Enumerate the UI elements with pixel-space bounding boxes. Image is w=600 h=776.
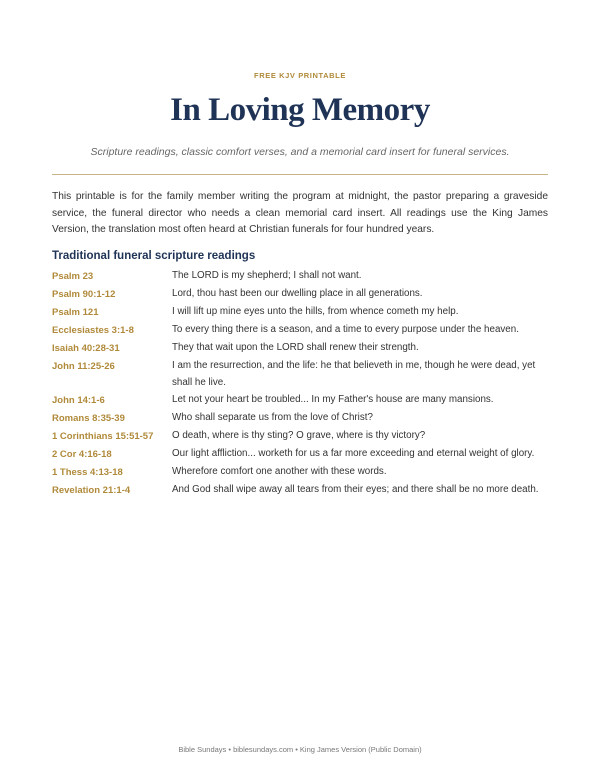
intro-paragraph: This printable is for the family member writing the program at midnight, the pastor preparing a graveside service, the funeral director who needs a clean memorial card insert. All readings use the King James Version, the translation most often heard at Christian funerals for four hundred years. bbox=[52, 191, 548, 235]
reading-text: Wherefore comfort one another with these words. bbox=[172, 466, 387, 477]
reading-reference: Isaiah 40:28-31 bbox=[52, 343, 120, 354]
reading-text: And God shall wipe away all tears from their eyes; and there shall be no more death. bbox=[172, 484, 539, 495]
reading-text: To every thing there is a season, and a time to every purpose under the heaven. bbox=[172, 324, 519, 335]
reading-row bbox=[52, 267, 552, 285]
reading-row bbox=[52, 481, 552, 499]
page-footer: Bible Sundays • biblesundays.com • King James Version (Public Domain) bbox=[178, 745, 422, 754]
reading-text: O death, where is thy sting? O grave, where is thy victory? bbox=[172, 430, 426, 441]
eyebrow-label: FREE KJV PRINTABLE bbox=[254, 71, 346, 80]
reading-row bbox=[52, 391, 552, 409]
reading-row bbox=[52, 339, 552, 357]
reading-text: They that wait upon the LORD shall renew their strength. bbox=[172, 342, 419, 353]
reading-reference: John 11:25-26 bbox=[52, 361, 115, 372]
reading-text: Lord, thou hast been our dwelling place in all generations. bbox=[172, 288, 423, 299]
reading-row bbox=[52, 463, 552, 481]
reading-reference: Ecclesiastes 3:1-8 bbox=[52, 325, 134, 336]
section-heading: Traditional funeral scripture readings bbox=[52, 250, 256, 262]
reading-reference: Romans 8:35-39 bbox=[52, 413, 125, 424]
reading-row bbox=[52, 409, 552, 427]
reading-text: I will lift up mine eyes unto the hills, from whence cometh my help. bbox=[172, 306, 459, 317]
reading-text: I am the resurrection, and the life: he that believeth in me, though he were dead, yet shall he live. bbox=[172, 360, 536, 388]
divider bbox=[52, 174, 548, 175]
reading-reference: Psalm 90:1-12 bbox=[52, 289, 116, 300]
reading-reference: Psalm 121 bbox=[52, 307, 99, 318]
readings-list bbox=[52, 267, 552, 499]
reading-text: The LORD is my shepherd; I shall not want. bbox=[172, 270, 362, 281]
reading-reference: 1 Thess 4:13-18 bbox=[52, 467, 123, 478]
reading-reference: 1 Corinthians 15:51-57 bbox=[52, 431, 154, 442]
reading-row bbox=[52, 427, 552, 445]
reading-row bbox=[52, 285, 552, 303]
page-title: In Loving Memory bbox=[170, 92, 430, 128]
page-subtitle: Scripture readings, classic comfort verses, and a memorial card insert for funeral services. bbox=[90, 146, 510, 158]
reading-row bbox=[52, 303, 552, 321]
reading-text: Our light affliction... worketh for us a far more exceeding and eternal weight of glory. bbox=[172, 448, 535, 459]
reading-reference: Revelation 21:1-4 bbox=[52, 485, 131, 496]
reading-row bbox=[52, 357, 552, 391]
reading-reference: Psalm 23 bbox=[52, 271, 94, 282]
reading-reference: John 14:1-6 bbox=[52, 395, 105, 406]
reading-text: Let not your heart be troubled... In my Father's house are many mansions. bbox=[172, 394, 494, 405]
reading-text: Who shall separate us from the love of Christ? bbox=[172, 412, 373, 423]
reading-row bbox=[52, 321, 552, 339]
reading-row bbox=[52, 445, 552, 463]
reading-reference: 2 Cor 4:16-18 bbox=[52, 449, 112, 460]
